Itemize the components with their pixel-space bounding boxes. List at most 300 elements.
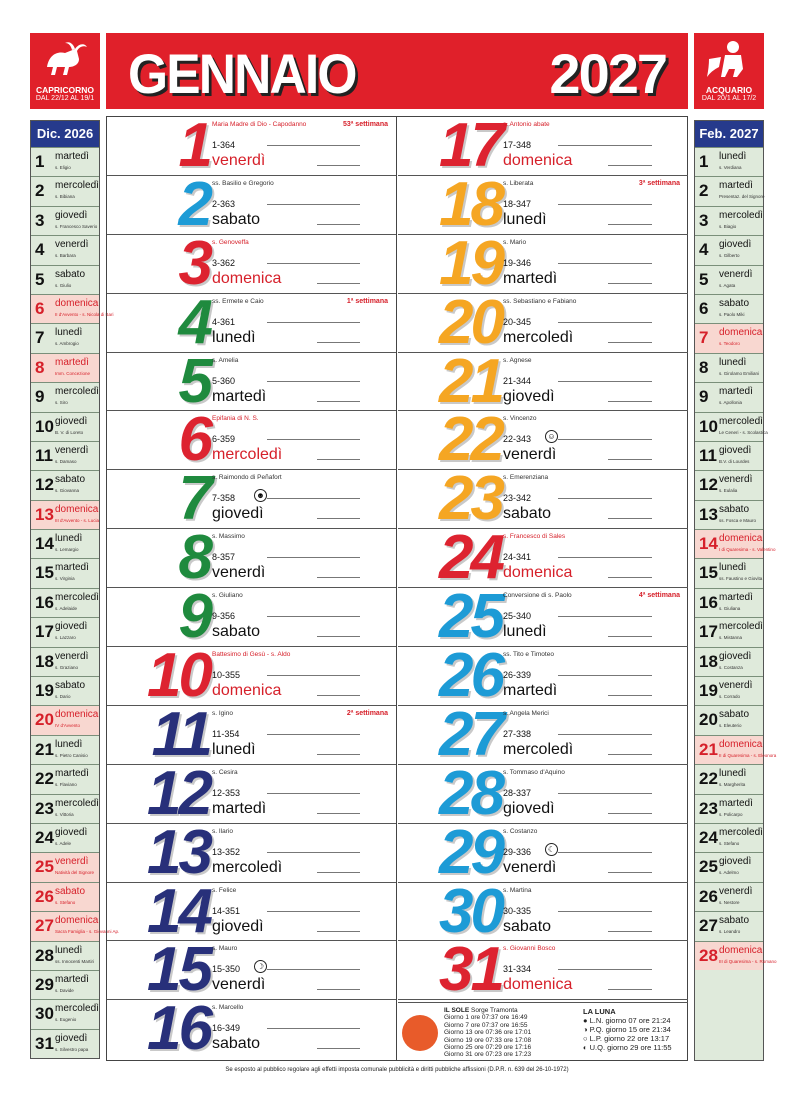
side-day-saint: s. Graziano [55, 664, 79, 670]
side-day-saint: s. Lazzaro [55, 635, 76, 641]
side-day-number: 15 [35, 563, 54, 583]
day-saint: s. Tommaso d'Aquino [503, 768, 565, 776]
side-day-name: mercoledì [55, 1003, 99, 1015]
side-day-row [31, 529, 99, 558]
side-day-name: martedì [55, 973, 89, 985]
side-day-name: giovedì [55, 826, 88, 838]
weekday-name: lunedì [212, 740, 256, 758]
side-day-saint: s. Corrado [719, 694, 741, 700]
side-day-saint: s. Adelaide [55, 605, 78, 611]
note-line [267, 734, 360, 735]
capricorn-sign [30, 33, 100, 109]
day-cell [107, 817, 396, 887]
day-cell [107, 523, 396, 593]
side-day-name: martedì [719, 591, 753, 603]
next-month-title: Feb. 2027 [695, 121, 763, 147]
side-day-row [695, 588, 763, 617]
side-day-number: 20 [699, 710, 718, 730]
sign-name: ACQUARIO [705, 85, 753, 95]
side-day-row [695, 470, 763, 499]
weekday-name: giovedì [503, 387, 555, 405]
side-day-saint: s. Siro [55, 400, 68, 406]
note-line [317, 1048, 360, 1049]
side-day-row [31, 294, 114, 323]
side-day-saint: s. Dario [55, 694, 71, 700]
side-day-name: giovedì [55, 415, 88, 427]
day-progressive: 11-354 [212, 728, 240, 739]
side-day-name: giovedì [55, 621, 88, 633]
side-day-number: 28 [35, 945, 54, 965]
sun-rise-header: Sorge [470, 1007, 489, 1014]
day-saint: Conversione di s. Paolo [503, 592, 572, 600]
side-day-number: 24 [35, 827, 54, 847]
side-day-saint: s. Adele [55, 840, 72, 846]
day-number: 9 [178, 582, 210, 652]
side-day-row [695, 882, 763, 911]
note-line [608, 636, 652, 637]
day-saint: s. Martina [503, 886, 532, 894]
side-day-name: venerdì [55, 650, 89, 662]
moon-phase-icon: ☾ [545, 843, 558, 856]
side-day-name: venerdì [719, 680, 753, 692]
side-day-number: 9 [35, 387, 45, 407]
day-saint: ss. Sebastiano e Fabiano [503, 297, 577, 305]
side-day-name: martedì [55, 151, 89, 162]
note-line [608, 224, 652, 225]
note-line [608, 401, 652, 402]
side-day-name: mercoledì [55, 386, 99, 398]
note-line [267, 675, 360, 676]
month-column-1 [107, 111, 397, 1064]
weekday-name: martedì [212, 799, 267, 817]
side-day-name: mercoledì [719, 415, 763, 427]
sun-row: Giorno 19 ore 07:33 ore 17:08 [444, 1036, 532, 1044]
note-line [267, 381, 360, 382]
side-day-saint: s. Eligio [55, 165, 71, 170]
side-day-name: sabato [719, 709, 750, 721]
side-day-number: 16 [35, 592, 54, 612]
sign-range: DAL 22/12 AL 19/1 [35, 95, 95, 102]
side-day-number: 21 [699, 739, 718, 759]
side-day-saint: ss. Innocenti Martiri [55, 958, 95, 964]
note-line [608, 695, 652, 696]
day-saint: Epifania di N. S. [212, 415, 259, 423]
side-day-name: sabato [719, 503, 750, 515]
side-day-number: 22 [699, 769, 718, 789]
side-day-number: 13 [35, 504, 54, 524]
side-day-saint: s. Gilberto [719, 253, 740, 259]
side-day-row [31, 882, 99, 911]
side-day-number: 5 [699, 269, 709, 289]
side-day-row [31, 941, 99, 970]
day-number: 16 [147, 994, 210, 1064]
side-day-name: martedì [719, 180, 753, 192]
side-day-number: 27 [35, 916, 54, 936]
side-day-saint: s. Agata [719, 282, 736, 288]
sign-name: CAPRICORNO [35, 85, 95, 95]
side-day-saint: IV d'Avvento [55, 723, 81, 729]
side-day-saint: s. Bibiana [55, 194, 75, 200]
day-cell [398, 758, 688, 828]
weekday-name: venerdì [503, 858, 557, 876]
note-line [558, 616, 652, 617]
side-day-name: lunedì [719, 356, 747, 368]
note-line [317, 931, 360, 932]
day-cell [398, 699, 688, 769]
sun-row: Giorno 31 ore 07:23 ore 17:23 [444, 1051, 532, 1059]
week-number: 4ª settimana [638, 592, 680, 600]
day-progressive: 31-334 [503, 964, 532, 975]
side-day-row [31, 705, 99, 734]
prev-month-column [30, 120, 120, 1059]
moon-phase-icon: ☽ [254, 960, 267, 973]
day-saint: s. Francesco di Sales [503, 533, 566, 541]
note-line [267, 498, 360, 499]
side-day-row [695, 647, 763, 676]
note-line [317, 754, 360, 755]
day-cell [398, 582, 688, 652]
side-day-saint: ss. Fosca e Mauro [719, 517, 757, 523]
day-saint: s. Ilario [212, 827, 233, 835]
day-progressive: 14-351 [212, 905, 241, 916]
side-day-number: 11 [35, 445, 53, 465]
side-day-number: 14 [35, 534, 54, 554]
side-day-number: 3 [699, 210, 709, 230]
day-progressive: 10-355 [212, 670, 241, 681]
side-day-name: sabato [719, 915, 750, 927]
day-number: 15 [147, 935, 210, 1005]
side-day-saint: s. Adelmo [719, 870, 739, 876]
side-day-number: 4 [35, 240, 45, 260]
side-day-number: 6 [699, 298, 709, 318]
day-number: 25 [439, 582, 502, 652]
side-day-number: 23 [699, 798, 718, 818]
sun-row: Giorno 25 ore 07:29 ore 17:16 [444, 1044, 532, 1052]
note-line [267, 911, 360, 912]
side-day-name: sabato [55, 268, 86, 280]
side-day-saint: s. Flaviano [55, 782, 77, 788]
day-saint: s. Costanzo [503, 827, 538, 835]
note-line [267, 439, 360, 440]
side-day-row [695, 206, 763, 235]
note-line [558, 675, 652, 676]
weekday-name: venerdì [212, 564, 266, 582]
side-day-name: domenica [719, 944, 763, 956]
side-day-name: martedì [719, 386, 753, 398]
moon-icon [548, 1013, 580, 1051]
side-day-saint: Presentaz. del Signore [719, 194, 765, 200]
day-cell [107, 758, 396, 828]
side-day-saint: s. Eleuterio [719, 723, 742, 729]
side-day-number: 12 [699, 475, 718, 495]
day-saint: s. Angela Merici [503, 709, 549, 717]
side-day-name: giovedì [55, 1032, 88, 1044]
side-day-row [31, 588, 99, 617]
side-day-number: 27 [699, 916, 718, 936]
side-day-number: 21 [35, 739, 54, 759]
side-day-row [695, 441, 763, 470]
sun-header [444, 1007, 531, 1014]
side-day-row [695, 176, 763, 205]
weekday-name: lunedì [503, 210, 547, 228]
side-day-row [31, 764, 99, 793]
side-day-name: sabato [55, 885, 86, 897]
side-day-number: 11 [699, 445, 717, 465]
side-day-number: 22 [35, 769, 54, 789]
day-cell [107, 464, 396, 534]
side-day-number: 6 [35, 298, 45, 318]
side-day-name: domenica [55, 915, 99, 927]
note-line [267, 852, 360, 853]
note-line [267, 263, 360, 264]
side-day-saint: Le Ceneri - s. Scolastica [719, 429, 768, 435]
note-line [558, 381, 652, 382]
week-number: 3ª settimana [638, 179, 680, 187]
note-line [317, 872, 360, 873]
side-day-number: 8 [699, 357, 709, 377]
side-day-name: giovedì [55, 209, 88, 221]
note-line [608, 459, 652, 460]
week-number: 53ª settimana [342, 121, 388, 128]
side-day-row [695, 382, 763, 411]
weekday-name: venerdì [212, 152, 266, 169]
side-day-number: 26 [35, 886, 54, 906]
sun-row: Giorno 7 ore 07:37 ore 16:55 [444, 1021, 528, 1029]
side-day-row [31, 1029, 99, 1058]
note-line [558, 145, 652, 146]
side-day-saint: s. Stefano [55, 899, 76, 905]
side-day-name: domenica [55, 297, 99, 309]
side-day-saint: s. Eugenio [55, 1017, 77, 1023]
weekday-name: domenica [212, 682, 282, 700]
side-day-number: 1 [35, 152, 45, 171]
sun-moon-info [398, 1002, 688, 1060]
moon-title [583, 1007, 672, 1016]
note-line [558, 439, 652, 440]
day-saint: Battesimo di Gesù - s. Aldo [212, 651, 291, 659]
day-number: 22 [439, 405, 502, 475]
day-number: 24 [439, 523, 502, 593]
day-progressive: 19-346 [503, 257, 532, 268]
day-number: 12 [147, 758, 210, 828]
day-number: 27 [439, 699, 502, 769]
weekday-name: sabato [503, 917, 552, 935]
side-day-saint: s. Leandro [719, 929, 741, 935]
day-cell [107, 641, 396, 711]
day-progressive: 21-344 [503, 375, 532, 386]
day-number: 2 [178, 169, 210, 239]
note-line [558, 734, 652, 735]
sun-row: Giorno 1 ore 07:37 ore 16:49 [444, 1014, 528, 1022]
side-day-row [695, 794, 763, 823]
day-progressive: 1-364 [212, 140, 236, 150]
side-day-number: 2 [699, 181, 709, 201]
day-number: 23 [439, 464, 502, 534]
note-line [608, 165, 652, 166]
day-progressive: 15-350 [212, 964, 241, 975]
side-day-row [695, 412, 768, 441]
note-line [558, 557, 652, 558]
day-progressive: 22-343 [503, 434, 532, 445]
side-day-saint: s. Costanza [719, 664, 743, 670]
note-line [317, 577, 360, 578]
day-saint: s. Amelia [212, 356, 239, 364]
day-cell [107, 287, 396, 357]
side-day-saint: s. Stefano [719, 840, 740, 846]
weekday-name: lunedì [212, 328, 256, 346]
sun-title: IL SOLE [444, 1007, 470, 1014]
day-cell [107, 405, 396, 475]
day-progressive: 13-352 [212, 846, 241, 857]
day-cell [107, 111, 396, 180]
side-day-name: mercoledì [719, 621, 763, 633]
moon-row: ◐ U.Q. giorno 29 ore 11:55 [583, 1043, 672, 1052]
week-number: 1ª settimana [346, 297, 388, 305]
side-day-row [31, 823, 99, 852]
side-day-row [695, 852, 763, 881]
day-cell [107, 228, 396, 298]
weekday-name: domenica [212, 269, 282, 287]
side-day-number: 17 [35, 622, 54, 642]
side-day-saint: s. Eulalia [719, 488, 738, 494]
weekday-name: mercoledì [212, 446, 283, 464]
side-day-number: 9 [699, 387, 709, 407]
weekday-name: giovedì [212, 917, 264, 935]
day-cell [398, 817, 688, 887]
side-day-row [31, 647, 99, 676]
side-day-number: 17 [699, 622, 718, 642]
footer-note: Se esposto al pubblico regolare agli effetti imposta comunale pubblicità e diritti pubbliche affissioni (D.P.R. n. 639 del 26-10-1972) [225, 1067, 569, 1073]
side-day-saint: B.V. di Lourdes [719, 458, 750, 464]
side-day-number: 31 [35, 1033, 54, 1053]
side-day-number: 28 [699, 945, 718, 965]
side-day-saint: s. Lemargio [55, 547, 79, 553]
day-cell [107, 876, 396, 946]
day-number: 17 [439, 111, 502, 180]
side-day-name: domenica [719, 327, 763, 339]
side-day-name: mercoledì [55, 797, 99, 809]
day-number: 4 [178, 287, 210, 357]
weekday-name: martedì [503, 269, 558, 287]
side-day-number: 19 [35, 681, 54, 701]
day-cell [398, 111, 688, 180]
note-line [608, 342, 652, 343]
day-cell [107, 346, 396, 416]
side-day-number: 16 [699, 592, 718, 612]
side-day-name: domenica [55, 709, 99, 721]
side-day-saint: s. Francesco Saverio [55, 223, 98, 229]
side-day-name: lunedì [719, 562, 747, 574]
side-day-row [31, 382, 99, 411]
side-day-saint: s. Vittoria [55, 811, 74, 817]
side-day-name: lunedì [719, 768, 747, 780]
side-day-name: venerdì [55, 444, 89, 456]
day-progressive: 26-339 [503, 670, 532, 681]
side-day-saint: s. Damaso [55, 458, 77, 464]
day-saint: s. Giovanni Bosco [503, 945, 556, 953]
side-day-name: giovedì [719, 239, 752, 251]
side-day-row [695, 558, 763, 587]
side-day-name: domenica [719, 738, 763, 750]
side-day-row [695, 823, 763, 852]
side-day-name: lunedì [55, 738, 83, 750]
side-day-saint: s. Giuliana [719, 605, 741, 611]
side-day-saint: Imm. Concezione [55, 370, 91, 376]
note-line [267, 969, 360, 970]
side-day-row [31, 265, 99, 294]
moon-row: ◑ P.Q. giorno 15 ore 21:34 [583, 1025, 671, 1034]
side-day-row [695, 529, 776, 558]
side-day-number: 10 [699, 416, 718, 436]
weekday-name: mercoledì [212, 858, 283, 876]
side-day-name: lunedì [55, 327, 83, 339]
day-progressive: 8-357 [212, 552, 236, 563]
day-progressive: 4-361 [212, 316, 236, 327]
side-day-number: 10 [35, 416, 54, 436]
side-day-saint: s. Apollonia [719, 400, 743, 406]
note-line [317, 636, 360, 637]
note-line [608, 577, 652, 578]
moon-row: ● L.N. giorno 07 ore 21:24 [583, 1016, 671, 1025]
capricorn-icon [39, 37, 91, 81]
day-cell [398, 935, 688, 1005]
weekday-name: giovedì [212, 505, 264, 523]
side-day-number: 7 [699, 328, 709, 348]
day-saint: s. Liberata [503, 179, 534, 187]
side-day-row [31, 176, 99, 205]
day-number: 10 [147, 641, 210, 711]
day-number: 29 [439, 817, 502, 887]
note-line [267, 793, 360, 794]
side-day-saint: s. Teodoro [719, 341, 740, 347]
side-day-name: domenica [55, 503, 99, 515]
day-saint: s. Raimondo di Peñafort [212, 474, 282, 482]
side-day-number: 7 [35, 328, 45, 348]
weekday-name: venerdì [503, 446, 557, 464]
weekday-name: giovedì [503, 799, 555, 817]
side-day-number: 13 [699, 504, 718, 524]
day-number: 26 [439, 641, 502, 711]
side-day-row [31, 500, 99, 529]
note-line [608, 931, 652, 932]
day-progressive: 28-337 [503, 787, 532, 798]
side-day-row [31, 470, 99, 499]
side-day-number: 20 [35, 710, 54, 730]
note-line [608, 813, 652, 814]
side-day-saint: s. Girolamo Emiliani [719, 370, 760, 376]
day-progressive: 16-349 [212, 1023, 241, 1034]
note-line [317, 283, 360, 284]
day-cell [398, 346, 688, 416]
side-day-number: 8 [35, 357, 45, 377]
moon-phase-icon: ☺ [545, 430, 558, 443]
side-day-name: martedì [719, 797, 753, 809]
note-line [558, 793, 652, 794]
day-progressive: 7-358 [212, 493, 236, 504]
side-day-name: mercoledì [55, 180, 99, 192]
day-cell [398, 287, 688, 357]
side-day-row [31, 794, 99, 823]
side-day-saint: s. Barbara [55, 253, 76, 259]
day-cell [107, 582, 396, 652]
day-cell [107, 699, 396, 769]
year-title: 2027 [549, 42, 666, 105]
sun-icon [402, 1015, 438, 1051]
side-day-row [695, 294, 763, 323]
note-line [608, 518, 652, 519]
side-day-saint: s. Davide [55, 987, 74, 993]
side-day-saint: s. Mistanna [719, 635, 743, 641]
